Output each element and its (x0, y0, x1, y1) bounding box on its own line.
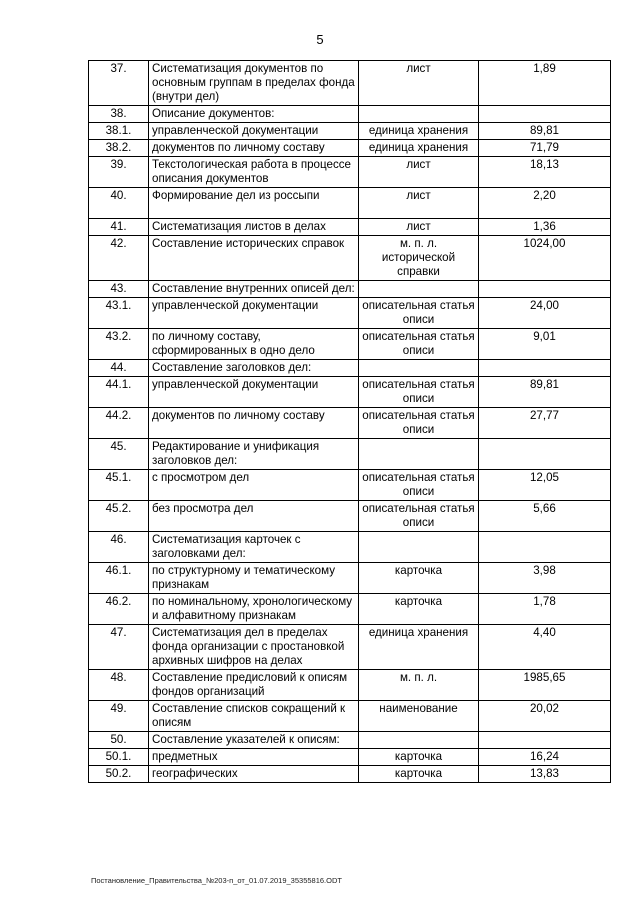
row-number: 37. (89, 61, 149, 106)
row-unit: единица хранения (359, 140, 479, 157)
row-unit: наименование (359, 701, 479, 732)
table-row (89, 140, 611, 157)
row-value: 9,01 (479, 329, 611, 360)
row-number: 48. (89, 670, 149, 701)
row-work-name: Систематизация карточек с заголовками дел: (149, 532, 359, 563)
row-number: 46.1. (89, 563, 149, 594)
row-number: 50. (89, 732, 149, 749)
row-work-name: Систематизация документов по основным группам в пределах фонда (внутри дел) (149, 61, 359, 106)
row-unit: карточка (359, 563, 479, 594)
table-row (89, 501, 611, 532)
row-number: 43. (89, 281, 149, 298)
row-value: 4,40 (479, 625, 611, 670)
table-row (89, 188, 611, 219)
table-row (89, 329, 611, 360)
row-value: 1,36 (479, 219, 611, 236)
row-value (479, 360, 611, 377)
row-work-name: по структурному и тематическому признакам (149, 563, 359, 594)
row-work-name: документов по личному составу (149, 140, 359, 157)
row-value: 16,24 (479, 749, 611, 766)
row-unit: описательная статья описи (359, 298, 479, 329)
table-row (89, 439, 611, 470)
row-number: 38. (89, 106, 149, 123)
row-work-name: Систематизация листов в делах (149, 219, 359, 236)
table-row (89, 219, 611, 236)
row-number: 40. (89, 188, 149, 219)
row-work-name: документов по личному составу (149, 408, 359, 439)
row-value: 71,79 (479, 140, 611, 157)
row-unit (359, 439, 479, 470)
row-work-name: Составление заголовков дел: (149, 360, 359, 377)
page-number: 5 (316, 32, 324, 47)
table-row (89, 594, 611, 625)
rates-table-body (89, 61, 611, 783)
row-value: 24,00 (479, 298, 611, 329)
row-work-name: Систематизация дел в пределах фонда организации с простановкой архивных шифров на делах (149, 625, 359, 670)
row-number: 49. (89, 701, 149, 732)
row-number: 46.2. (89, 594, 149, 625)
row-unit: описательная статья описи (359, 408, 479, 439)
row-work-name: географических (149, 766, 359, 783)
table-row (89, 106, 611, 123)
row-unit (359, 732, 479, 749)
row-work-name: предметных (149, 749, 359, 766)
row-value: 89,81 (479, 123, 611, 140)
row-work-name: Текстологическая работа в процессе описания документов (149, 157, 359, 188)
row-unit: единица хранения (359, 625, 479, 670)
row-number: 50.1. (89, 749, 149, 766)
table-row (89, 360, 611, 377)
row-unit: м. п. л. исторической справки (359, 236, 479, 281)
table-row (89, 408, 611, 439)
row-work-name: без просмотра дел (149, 501, 359, 532)
row-value: 89,81 (479, 377, 611, 408)
row-value: 2,20 (479, 188, 611, 219)
row-value: 13,83 (479, 766, 611, 783)
row-unit: карточка (359, 594, 479, 625)
table-row (89, 470, 611, 501)
row-unit: карточка (359, 766, 479, 783)
table-row (89, 670, 611, 701)
row-unit: карточка (359, 749, 479, 766)
row-value (479, 532, 611, 563)
row-unit: описательная статья описи (359, 470, 479, 501)
row-work-name: управленческой документации (149, 377, 359, 408)
row-number: 45.2. (89, 501, 149, 532)
row-unit (359, 532, 479, 563)
row-unit (359, 281, 479, 298)
row-value (479, 732, 611, 749)
row-unit: м. п. л. (359, 670, 479, 701)
row-unit (359, 106, 479, 123)
row-work-name: Формирование дел из россыпи (149, 188, 359, 219)
row-value: 12,05 (479, 470, 611, 501)
table-row (89, 298, 611, 329)
row-unit: лист (359, 219, 479, 236)
row-value: 5,66 (479, 501, 611, 532)
row-number: 45. (89, 439, 149, 470)
table-row (89, 732, 611, 749)
row-number: 38.1. (89, 123, 149, 140)
row-work-name: Составление списков сокращений к описям (149, 701, 359, 732)
row-value: 3,98 (479, 563, 611, 594)
table-row (89, 157, 611, 188)
row-number: 47. (89, 625, 149, 670)
row-unit: описательная статья описи (359, 377, 479, 408)
row-number: 38.2. (89, 140, 149, 157)
row-number: 44.2. (89, 408, 149, 439)
table-row (89, 61, 611, 106)
row-number: 50.2. (89, 766, 149, 783)
row-unit: описательная статья описи (359, 329, 479, 360)
row-value: 1,78 (479, 594, 611, 625)
table-row (89, 766, 611, 783)
row-value: 18,13 (479, 157, 611, 188)
table-row (89, 236, 611, 281)
rates-table (88, 60, 611, 783)
row-number: 41. (89, 219, 149, 236)
row-work-name: управленческой документации (149, 123, 359, 140)
row-unit: описательная статья описи (359, 501, 479, 532)
table-row (89, 749, 611, 766)
row-number: 39. (89, 157, 149, 188)
row-number: 42. (89, 236, 149, 281)
row-value (479, 106, 611, 123)
row-number: 43.1. (89, 298, 149, 329)
row-value: 1985,65 (479, 670, 611, 701)
row-value: 27,77 (479, 408, 611, 439)
row-value: 1024,00 (479, 236, 611, 281)
document-footer: Постановление_Правительства_№203-п_от_01.07.2019_35355816.ODT (91, 876, 342, 885)
table-row (89, 701, 611, 732)
row-work-name: Описание документов: (149, 106, 359, 123)
row-unit: лист (359, 157, 479, 188)
row-work-name: с просмотром дел (149, 470, 359, 501)
table-row (89, 625, 611, 670)
table-row (89, 377, 611, 408)
row-value (479, 439, 611, 470)
table-row (89, 281, 611, 298)
row-unit: лист (359, 61, 479, 106)
row-unit (359, 360, 479, 377)
row-work-name: по номинальному, хронологическому и алфавитному признакам (149, 594, 359, 625)
row-work-name: Составление исторических справок (149, 236, 359, 281)
row-number: 45.1. (89, 470, 149, 501)
row-value (479, 281, 611, 298)
row-work-name: Составление внутренних описей дел: (149, 281, 359, 298)
table-row (89, 532, 611, 563)
row-unit: лист (359, 188, 479, 219)
row-value: 20,02 (479, 701, 611, 732)
row-unit: единица хранения (359, 123, 479, 140)
row-work-name: по личному составу, сформированных в одно дело (149, 329, 359, 360)
row-work-name: управленческой документации (149, 298, 359, 329)
row-work-name: Составление указателей к описям: (149, 732, 359, 749)
row-value: 1,89 (479, 61, 611, 106)
row-work-name: Составление предисловий к описям фондов организаций (149, 670, 359, 701)
row-number: 44.1. (89, 377, 149, 408)
table-row (89, 123, 611, 140)
row-work-name: Редактирование и унификация заголовков дел: (149, 439, 359, 470)
table-row (89, 563, 611, 594)
row-number: 43.2. (89, 329, 149, 360)
row-number: 44. (89, 360, 149, 377)
row-number: 46. (89, 532, 149, 563)
